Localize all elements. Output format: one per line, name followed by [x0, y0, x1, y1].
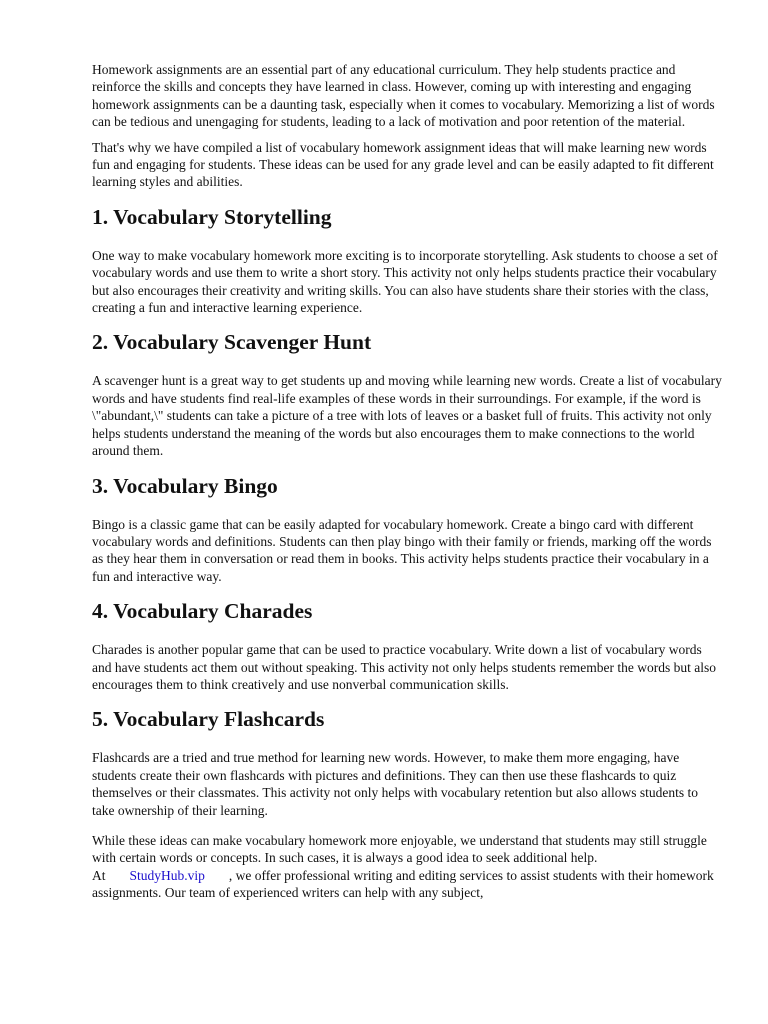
studyhub-link[interactable]: StudyHub.vip	[129, 867, 205, 883]
section-text-bingo: Bingo is a classic game that can be easily adapted for vocabulary homework. Create a bingo card with different vocabulary words and definitions. Students can then play bingo with their family or friends, marking off the words as they hear them in conversation or read them in books. This activity helps students practice their vocabulary in a fun and interactive way.	[92, 516, 712, 584]
section-text-charades: Charades is another popular game that can be used to practice vocabulary. Write down a list of vocabulary words and have students act them out without speaking. This activity not only helps students remember the words but also encourages them to think creatively and use nonverbal communication skills.	[92, 642, 717, 692]
section-heading-flashcards: 5. Vocabulary Flashcards	[92, 707, 325, 732]
section-heading-scavenger-hunt: 2. Vocabulary Scavenger Hunt	[92, 330, 372, 355]
document-page	[92, 61, 722, 910]
section-heading-bingo: 3. Vocabulary Bingo	[92, 473, 278, 498]
section-text-flashcards: Flashcards are a tried and true method for learning new words. However, to make them more engaging, have students create their own flashcards with pictures and definitions. They can then use these flashcards to quiz themselves or their classmates. This activity not only helps with vocabulary retention but also allows students to take ownership of their learning.	[92, 750, 699, 818]
intro-paragraph-2: That's why we have compiled a list of vocabulary homework assignment ideas that will make learning new words fun and engaging for students. These ideas can be used for any grade level and can be easily adapted to fit different learning styles and abilities.	[92, 139, 714, 190]
closing-text-before-link: While these ideas can make vocabulary homework more enjoyable, we understand that students may still struggle with certain words or concepts. In such cases, it is always a good idea to seek additional help. At	[92, 832, 707, 883]
section-text-scavenger-hunt: A scavenger hunt is a great way to get students up and moving while learning new words. Create a list of vocabulary words and have students find real-life examples of these words in their surroundings. For example, if the word is \"abundant,\" students can take a picture of a tree with lots of leaves or a basket full of fruits. This activity not only helps students understand the meaning of the words but also encourages them to make connections to the world around them.	[92, 373, 722, 459]
section-text-storytelling: One way to make vocabulary homework more exciting is to incorporate storytelling. Ask students to choose a set of vocabulary words and use them to write a short story. This activity not only helps students practice their vocabulary but also encourages their creativity and writing skills. You can also have students share their stories with the class, creating a fun and interactive learning experience.	[92, 247, 718, 316]
closing-paragraph	[92, 832, 722, 902]
closing-text-after-link: , we offer professional writing and editing services to assist students with their homework assignments. Our team of experienced writers can help with any subject,	[92, 867, 714, 901]
section-heading-storytelling: 1. Vocabulary Storytelling	[92, 204, 332, 229]
intro-paragraph-1: Homework assignments are an essential part of any educational curriculum. They help students practice and reinforce the skills and concepts they have learned in class. However, coming up with interesting and engaging homework assignments can be a daunting task, especially when it comes to vocabulary. Memorizing a list of words can be tedious and unengaging for students, leading to a lack of motivation and poor retention of the material.	[92, 62, 715, 130]
section-heading-charades: 4. Vocabulary Charades	[92, 599, 313, 624]
